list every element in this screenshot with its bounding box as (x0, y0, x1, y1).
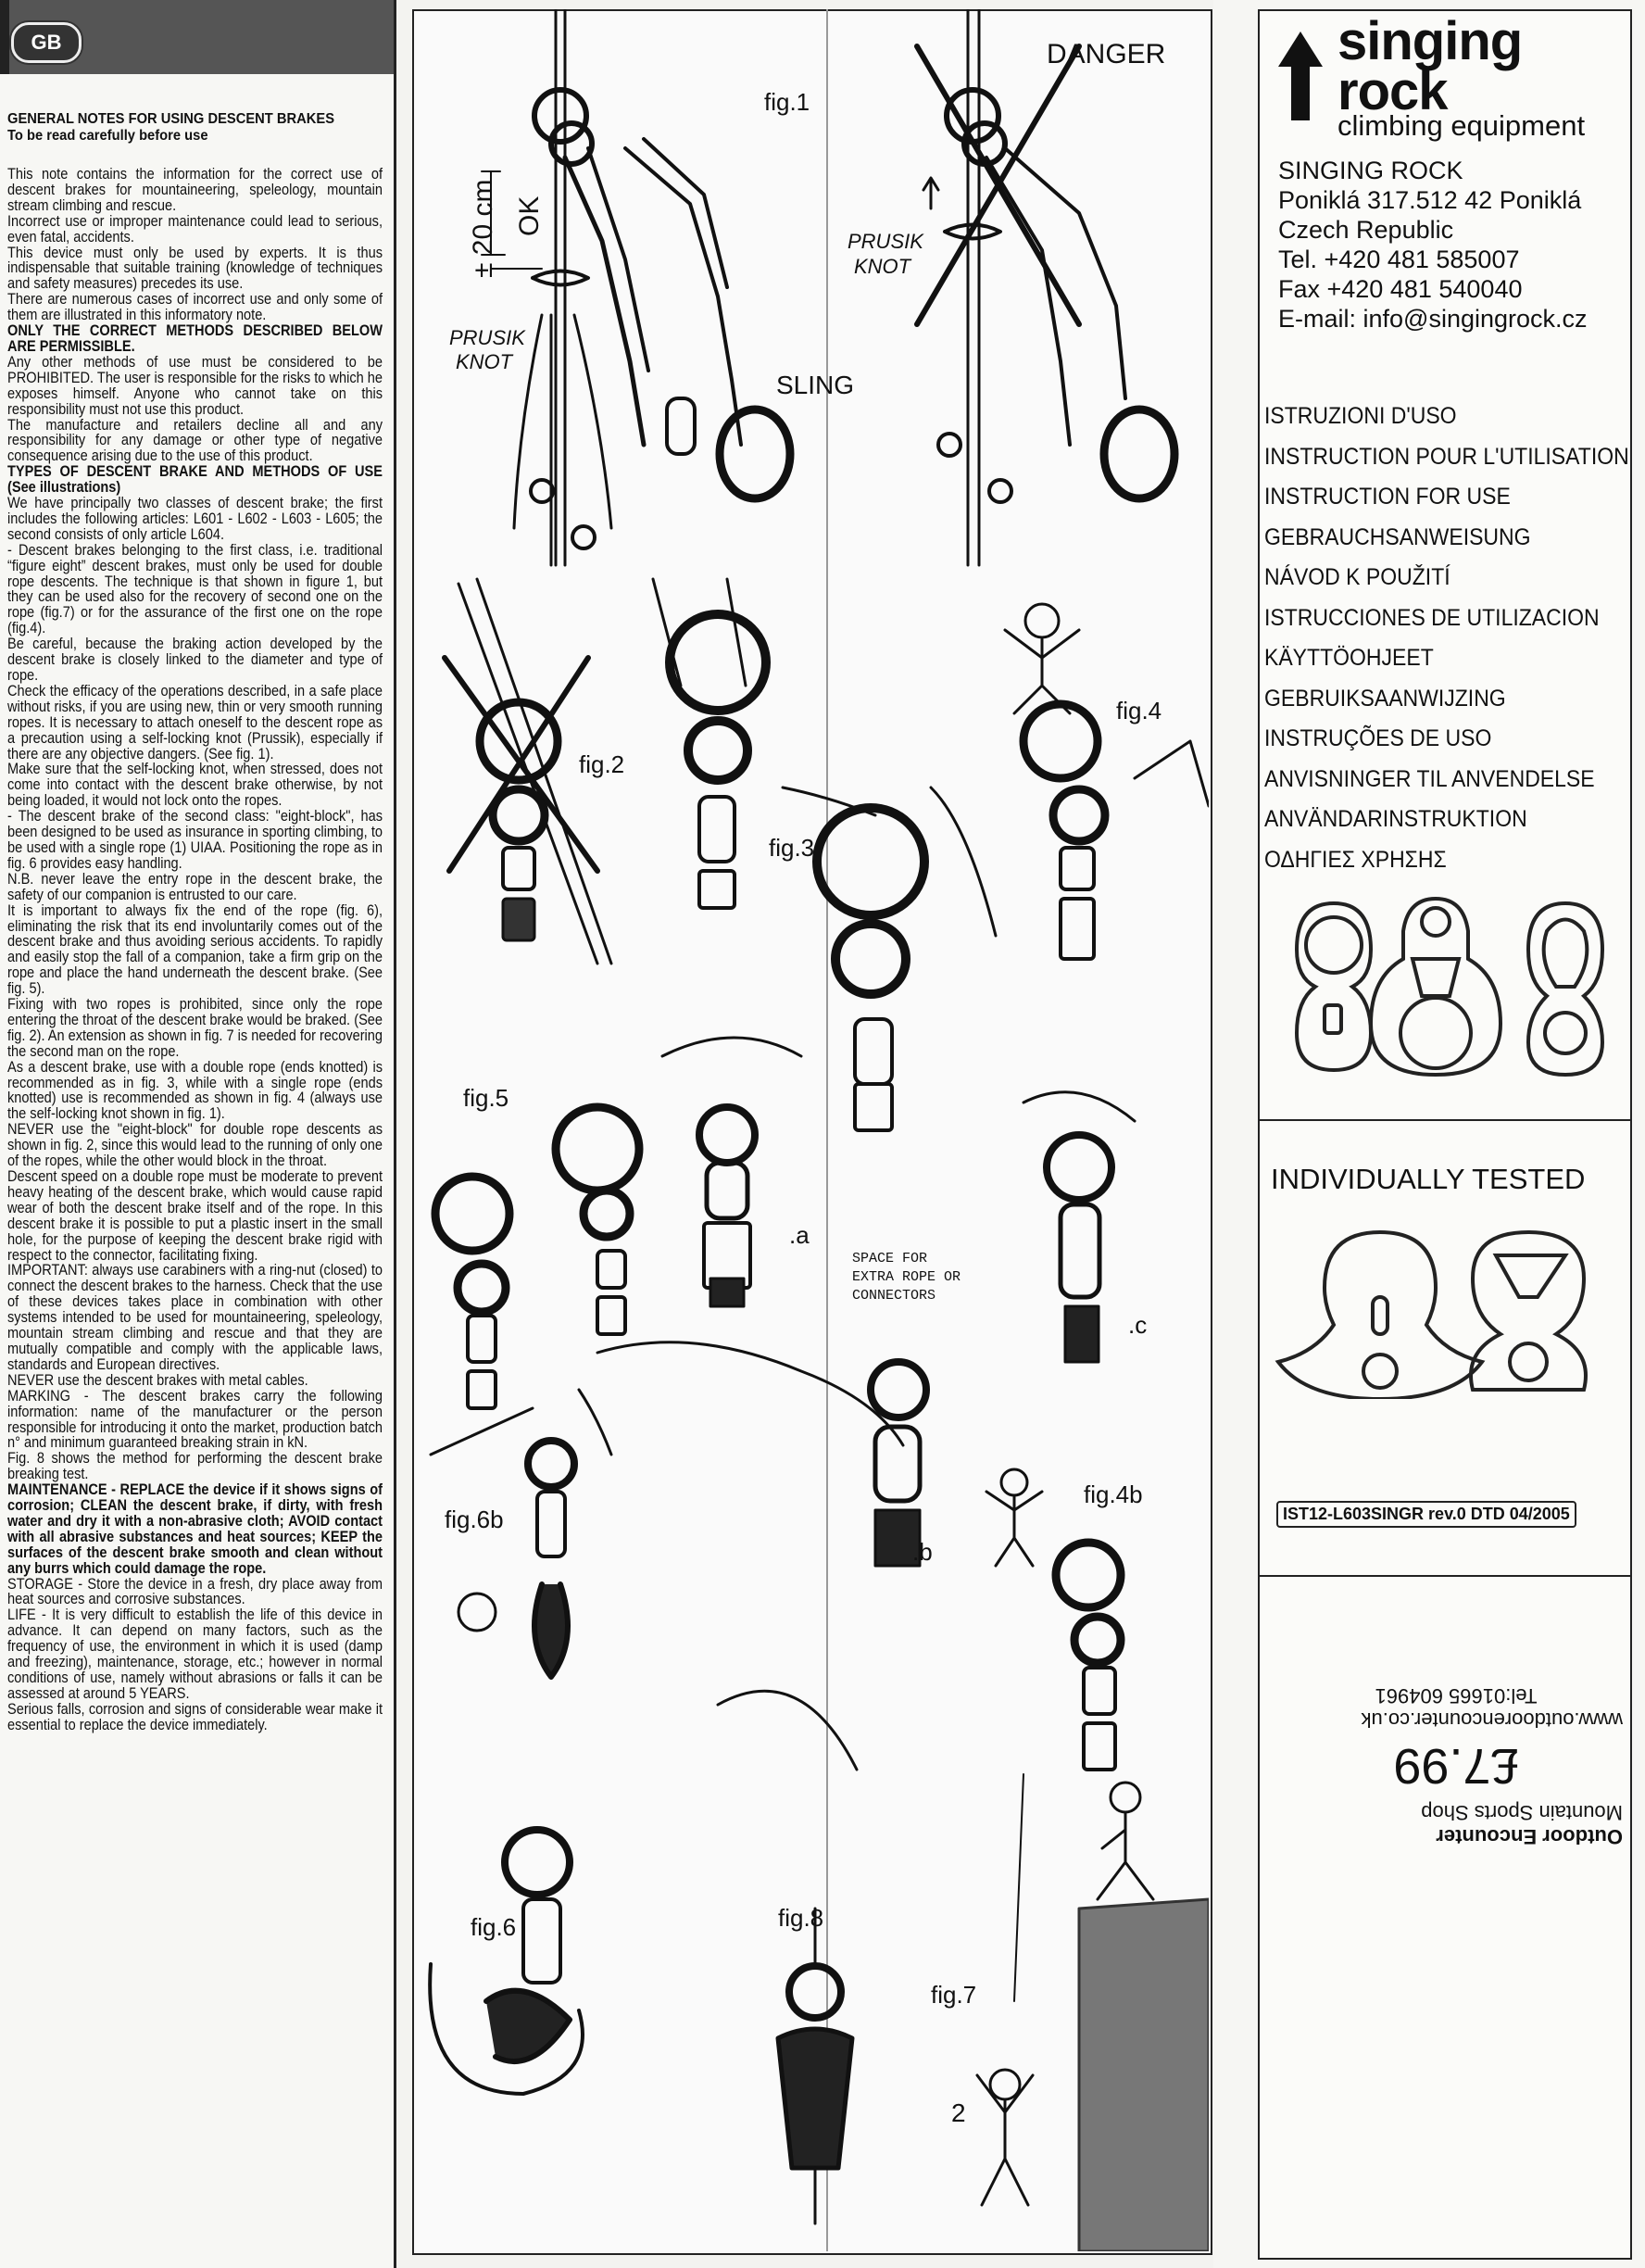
product-code: IST12-L603SINGR rev.0 DTD 04/2005 (1276, 1501, 1576, 1528)
header-bar-edge (0, 0, 9, 74)
instruction-paragraph: - The descent brake of the second class: "eight-block", has been designed to be used as insurance in sporting climbing, to be used with a single rope (1) UIAA. Positioning the rope as in fig. 6 provides easy handling. (7, 808, 383, 872)
instruction-paragraph: TYPES OF DESCENT BRAKE AND METHODS OF USE (See illustrations) (7, 463, 383, 497)
instruction-paragraph: NEVER use the descent brakes with metal cables. (7, 1371, 308, 1389)
fig5-label: fig.5 (463, 1084, 509, 1112)
instruction-paragraph: It is important to always fix the end of the rope (fig. 6), eliminating the risk that its end involuntarily comes out of the descent brake and thus avoiding serious accidents. To rapidly and easily stop the fall of a companion, take a firm grip on the rope and place the hand underneath the descent brake. (See fig. 5). (7, 901, 383, 998)
ok-label: OK (514, 195, 545, 236)
space-note-2: EXTRA ROPE OR (852, 1269, 961, 1285)
knot-label-1: KNOT (456, 350, 513, 373)
instruction-paragraph: IMPORTANT: always use carabiners with a ring-nut (closed) to connect the descent brakes to the harness. Check that the use of these devices takes place in combination with other systems intended to be used for mountaineering, speleology, mountain stream climbing and rescue and that they are mutually compatible and comply with the applicable laws, standards and European directives. (7, 1262, 383, 1373)
fig8-label: fig.8 (778, 1904, 824, 1932)
instruction-paragraph: The manufacture and retailers decline all and any responsibility for any damage or other type of negative consequence arising due to the use of this product. (7, 416, 383, 465)
language-item: ISTRUZIONI D'USO (1264, 403, 1457, 429)
language-item: ANVISNINGER TIL ANVENDELSE (1264, 765, 1595, 792)
instruction-paragraph: This note contains the information for the correct use of descent brakes for mountaineering, speleology, mountain stream climbing and rescue. (7, 166, 383, 214)
fig-c-label: .c (1128, 1311, 1148, 1339)
brand-logo (1337, 11, 1523, 121)
divider-2 (1258, 1575, 1630, 1577)
language-item: INSTRUÇÕES DE USO (1264, 725, 1492, 751)
language-item: ISTRUCCIONES DE UTILIZACION (1264, 604, 1600, 631)
divider-1 (1258, 1119, 1630, 1121)
sling-label: SLING (776, 371, 855, 399)
shop-tagline: Mountain Sports Shop (1421, 1801, 1623, 1824)
title-line-2: To be read carefully before use (7, 128, 208, 144)
prusik-label-1: PRUSIK (449, 326, 525, 349)
fig7-label: fig.7 (931, 1981, 977, 2009)
shop-name: Outdoor Encounter (1436, 1825, 1623, 1848)
language-item: NÁVOD K POUŽITÍ (1264, 564, 1450, 590)
shop-website: www.outdoorencounter.co.uk (1361, 1708, 1623, 1732)
eight-block-illustration (1269, 1214, 1621, 1399)
email: E-mail: info@singingrock.cz (1278, 305, 1588, 333)
instructions-body (7, 167, 383, 1733)
phone: Tel. +420 481 585007 (1278, 246, 1520, 273)
instruction-paragraph: Make sure that the self-locking knot, when stressed, does not come into contact with the descent brake otherwise, by not being loaded, it would not lock onto the ropes. (7, 761, 383, 810)
person-number: 2 (951, 2098, 966, 2127)
instruction-paragraph: Check the efficacy of the operations described, in a safe place without risks, if you are using new, thin or very smooth running ropes. It is necessary to attach oneself to the descent rope as a precaution using a self-locking knot (Prussik), especially if there are any objective dangers. (See fig. 1). (7, 682, 383, 762)
language-item: INSTRUCTION POUR L'UTILISATION (1264, 443, 1629, 470)
price: £7.99 (1393, 1738, 1519, 1794)
danger-label: DANGER (1047, 39, 1166, 69)
instruction-paragraph: Incorrect use or improper maintenance could lead to serious, even fatal, accidents. (7, 212, 383, 246)
descender-devices-illustration (1278, 894, 1621, 1079)
language-badge: GB (11, 22, 82, 63)
instruction-paragraph: Serious falls, corrosion and signs of considerable wear make it essential to replace the device immediately. (7, 1700, 383, 1733)
instruction-paragraph: MARKING - The descent brakes carry the following information: name of the manufacturer or the person responsible for introducing it onto the market, production batch n° and minimum guaranteed breaking strain in kN. (7, 1387, 383, 1452)
instruction-paragraph: LIFE - It is very difficult to establish the life of this device in advance. It can depend on many factors, such as the frequency of use, the environment in which it is used (damp and freezing), maintenance, storage, etc.; however in normal conditions of use, namely without abrasions or falls it can be assessed at around 5 YEARS. (7, 1606, 383, 1702)
price-sticker (1289, 1649, 1623, 1848)
instruction-paragraph: Fig. 8 shows the method for performing the descent brake breaking test. (7, 1450, 383, 1483)
language-item: GEBRAUCHSANWEISUNG (1264, 523, 1531, 550)
instruction-paragraph: STORAGE - Store the device in a fresh, dry place away from heat sources and corrosive substances. (7, 1575, 383, 1608)
instruction-paragraph: MAINTENANCE - REPLACE the device if it shows signs of corrosion; CLEAN the descent brake, if dirty, with fresh water and dry it with a non-abrasive cloth; AVOID contact with all abrasive substances and heat sources; KEEP the surfaces of the descent brake smooth and clean without any burrs which could damage the rope. (7, 1481, 383, 1577)
instruction-paragraph: There are numerous cases of incorrect use and only some of them are illustrated in this informatory note. (7, 291, 383, 324)
instruction-paragraph: - Descent brakes belonging to the first class, i.e. traditional “figure eight” descent brakes, must only be used for double rope descents. The technique is that shown in figure 1, but they can be used also for the recovery of second one on the rope (fig.7) or for the assurance of the first one on the rope (fig.4). (7, 541, 383, 637)
title-line-1: GENERAL NOTES FOR USING DESCENT BRAKES (7, 111, 335, 127)
cover-panel (1258, 9, 1632, 2260)
language-list (1264, 397, 1629, 880)
shop-phone: Tel:01665 604961 (1375, 1684, 1538, 1707)
fig1-label: fig.1 (764, 88, 810, 116)
address-line-2: Czech Republic (1278, 216, 1454, 244)
fig-b-illustration (597, 1342, 926, 1566)
fig2-label: fig.2 (579, 750, 625, 778)
fig7-illustration (977, 1774, 1209, 2251)
fig4-label: fig.4 (1116, 697, 1162, 724)
fig6b-label: fig.6b (445, 1506, 504, 1533)
instruction-paragraph: As a descent brake, use with a double rope (ends knotted) is recommended as in fig. 3, while with a single rope (ends knotted) use is recommended as shown in fig. 4 (always use the self-locking knot shown in fig. 1). (7, 1058, 383, 1123)
tested-heading: INDIVIDUALLY TESTED (1271, 1163, 1586, 1195)
instruction-paragraph: We have principally two classes of descent brake; the first includes the following articles: L601 - L602 - L603 - L605; the second consists of only article L604. (7, 495, 383, 543)
address-line-1: Poniklá 317.512 42 Poniklá (1278, 186, 1582, 214)
language-item: INSTRUCTION FOR USE (1264, 484, 1511, 510)
measure-label: ± 20 cm (468, 179, 498, 278)
instruction-paragraph: Fixing with two ropes is prohibited, since only the rope entering the throat of the descent brake would be braked. (See fig. 2). An extension as shown in fig. 7 is needed for recovering the second man on the rope. (7, 996, 383, 1060)
danger-illustration (917, 9, 1174, 565)
fig5-illustration (435, 1107, 639, 1408)
instruction-paragraph: Descent speed on a double rope must be moderate to prevent heavy heating of the descent brake, which would cause rapid wear of both the descent brake itself and of the rope. In this descent brake it is possible to put a plastic insert in the small hole, for the purpose of keeping the descent brake rigid with respect to the connector, facilitating fixing. (7, 1168, 383, 1264)
company-address (1278, 156, 1588, 334)
fig3-illustration (653, 579, 996, 1130)
language-item: KÄYTTÖOHJEET (1264, 645, 1434, 671)
fig-c-illustration (1023, 1092, 1135, 1362)
company-name: SINGING ROCK (1278, 157, 1463, 184)
fig4b-label: fig.4b (1084, 1480, 1143, 1508)
instruction-paragraph: ONLY THE CORRECT METHODS DESCRIBED BELOW ARE PERMISSIBLE. (7, 322, 383, 355)
fig1-illustration (482, 9, 790, 565)
space-note-1: SPACE FOR (852, 1251, 928, 1266)
language-item: ΟΔΗΓΙΕΣ ΧΡΗΣΗΣ (1264, 846, 1447, 873)
instruction-paragraph: This device must only be used by experts. It is thus indispensable that suitable training (knowledge of techniques and safety measures) precedes its use. (7, 244, 383, 293)
instruction-paragraph: Be careful, because the braking action developed by the descent brake is closely linked to the diameter and type of rope. (7, 636, 383, 684)
logo-arrow-icon (1276, 30, 1325, 122)
instruction-paragraph: NEVER use the "eight-block" for double rope descents as shown in fig. 2, since this would lead to the running of only one of the ropes, while the other would block in the throat. (7, 1121, 383, 1170)
fig-a-illustration (662, 1038, 801, 1306)
language-item: GEBRUIKSAANWIJZING (1264, 685, 1506, 712)
document-title (7, 111, 357, 145)
instruction-paragraph: Any other methods of use must be considered to be PROHIBITED. The user is responsible for the risks to which he exposes himself. Anyone who cannot take on this responsibility must not use this product. (7, 353, 383, 418)
language-item: ANVÄNDARINSTRUKTION (1264, 806, 1527, 832)
fax: Fax +420 481 540040 (1278, 275, 1523, 303)
prusik-label-2: PRUSIK (848, 230, 923, 253)
fig-b-label: .b (912, 1538, 933, 1566)
fig6-label: fig.6 (471, 1913, 517, 1941)
fig3-label: fig.3 (769, 834, 815, 862)
brand-tagline: climbing equipment (1337, 109, 1586, 142)
space-note-3: CONNECTORS (852, 1288, 936, 1304)
brand-line-2: rock (1337, 61, 1448, 121)
knot-label-2: KNOT (854, 255, 911, 278)
fig8-illustration (778, 1909, 852, 2224)
fig-a-label: .a (789, 1221, 810, 1249)
fig4b-illustration (986, 1469, 1121, 1770)
brand-line-1: singing (1337, 11, 1523, 71)
fig4-illustration (1005, 604, 1209, 959)
instruction-paragraph: N.B. never leave the entry rope in the descent brake, the safety of our companion is entrusted to our care. (7, 870, 383, 903)
